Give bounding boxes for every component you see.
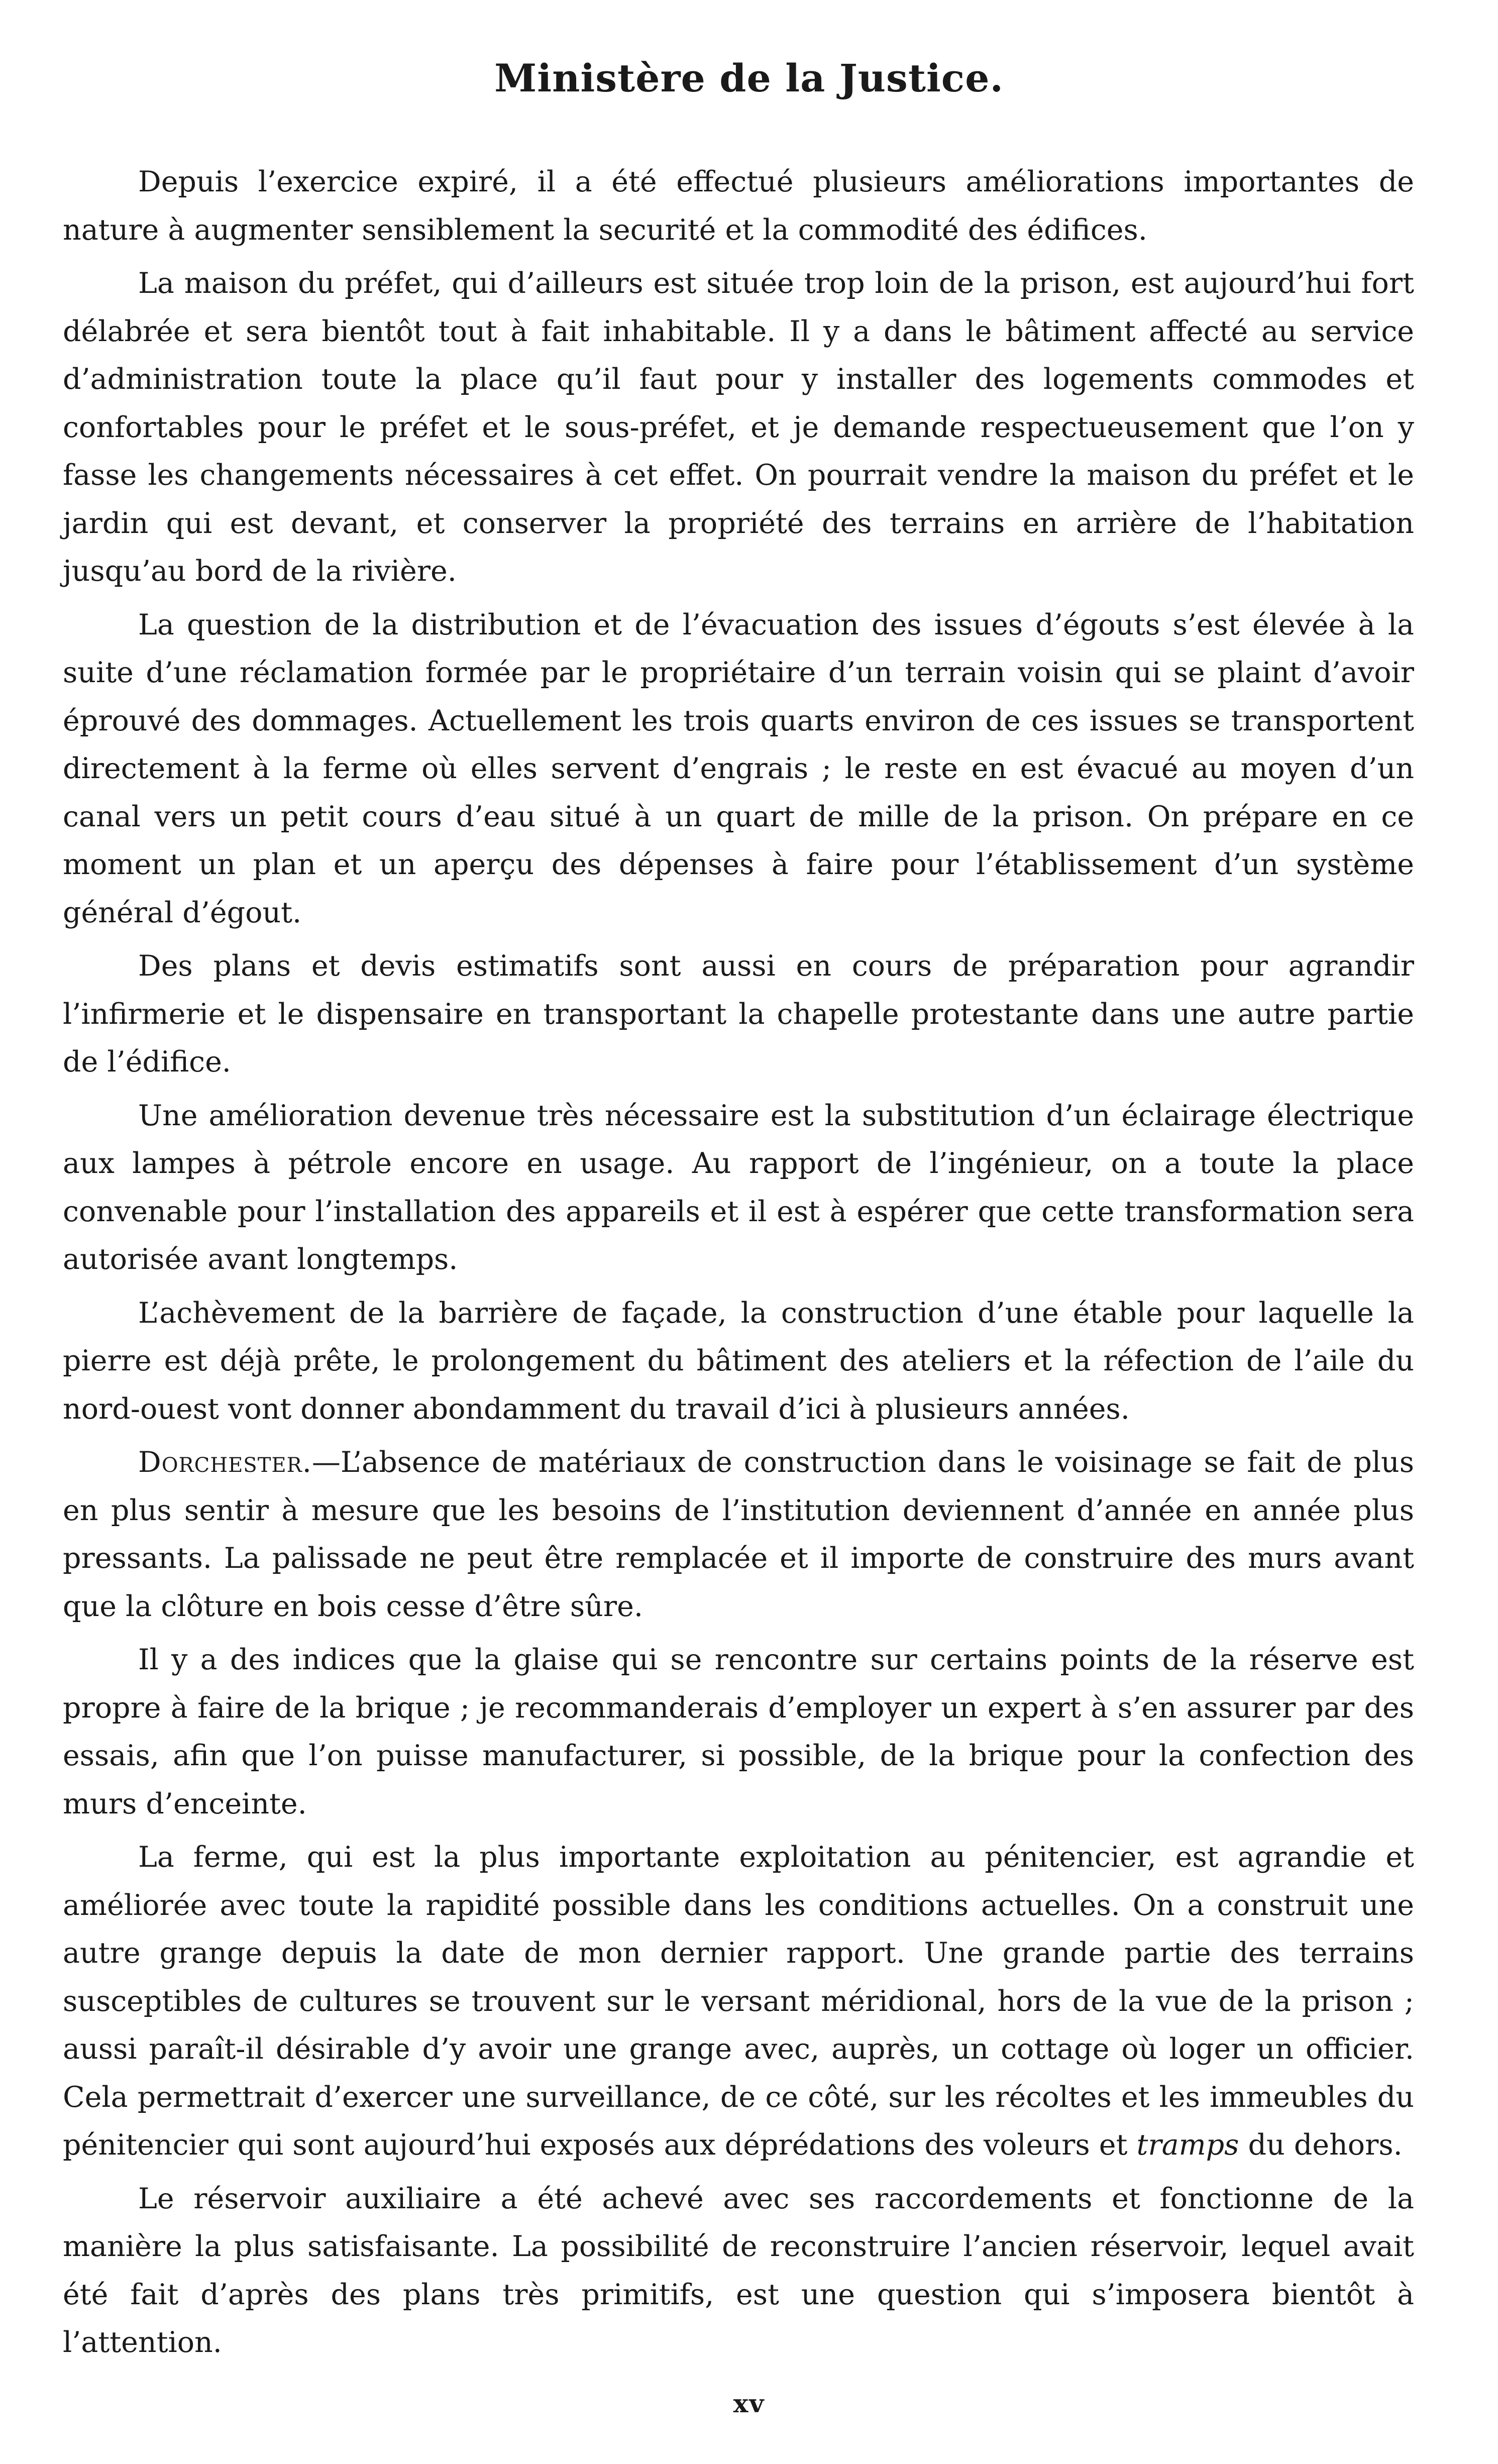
paragraph-6: L’achèvement de la barrière de façade, la construction d’une étable pour laquelle la pierre est déjà prête, le prolongement du bâtiment des ateliers et la réfection de l’aile du nord-ouest vont donner abondamment du travail d’ici à plusieurs années. bbox=[63, 1296, 1414, 1426]
paragraph-7-text: —L’absence de matériaux de construction dans le voisinage se fait de plus en plus sentir à mesure que les besoins de l’institution deviennent d’année en année plus pressants. La palissade ne peut être remplacée et il importe de construire des murs avant que la clôture en bois cesse d’être sûre. bbox=[63, 1446, 1414, 1623]
paragraph-9 bbox=[63, 1834, 1414, 2170]
paragraph-2: La maison du préfet, qui d’ailleurs est située trop loin de la prison, est aujourd’hui fort délabrée et sera bientôt tout à fait inhabitable. Il y a dans le bâtiment affecté au service d’administration toute la place qu’il faut pour y installer des logements commodes et confortables pour le préfet et le sous-préfet, et je demande respectueusement que l’on y fasse les changements nécessaires à cet effet. On pourrait vendre la maison du préfet et le jardin qui est devant, et conserver la propriété des terrains en arrière de l’habitation jusqu’au bord de la rivière. bbox=[63, 267, 1414, 588]
paragraph-1: Depuis l’exercice expiré, il a été effectué plusieurs améliorations importantes de nature à augmenter sensiblement la securité et la commodité des édifices. bbox=[63, 165, 1414, 247]
paragraph-9-text: La ferme, qui est la plus importante exploitation au pénitencier, est agrandie et améliorée avec toute la rapidité possible dans les conditions actuelles. On a construit une autre grange depuis la date de mon dernier rapport. Une grande partie des terrains susceptibles de cultures se trouvent sur le versant méridional, hors de la vue de la prison ; aussi paraît-il désirable d’y avoir une grange avec, auprès, un cottage où loger un officier. Cela permettrait d’exercer une surveillance, de ce côté, sur les récoltes et les immeubles du pénitencier qui sont aujourd’hui exposés aux déprédations des voleurs et bbox=[63, 1841, 1414, 2162]
section-lead-dorchester: Dorchester. bbox=[138, 1446, 312, 1479]
paragraph-8: Il y a des indices que la glaise qui se rencontre sur certains points de la réserve est propre à faire de la brique ; je recommanderais d’employer un expert à s’en assurer par des essais, afin que l’on puisse manufacturer, si possible, de la brique pour la confection des murs d’enceinte. bbox=[63, 1643, 1414, 1820]
paragraph-7-dorchester bbox=[63, 1439, 1414, 1631]
paragraph-4: Des plans et devis estimatifs sont aussi en cours de préparation pour agrandir l’infirmerie et le dispensaire en transportant la chapelle protestante dans une autre partie de l’édifice. bbox=[63, 949, 1414, 1079]
paragraph-10: Le réservoir auxiliaire a été achevé avec ses raccordements et fonctionne de la manière la plus satisfaisante. La possibilité de reconstruire l’ancien réservoir, lequel avait été fait d’après des plans très primitifs, est une question qui s’imposera bientôt à l’attention. bbox=[63, 2182, 1414, 2359]
paragraph-3: La question de la distribution et de l’évacuation des issues d’égouts s’est élevée à la suite d’une réclamation formée par le propriétaire d’un terrain voisin qui se plaint d’avoir éprouvé des dommages. Actuellement les trois quarts environ de ces issues se transportent directement à la ferme où elles servent d’engrais ; le reste en est évacué au moyen d’un canal vers un petit cours d’eau situé à un quart de mille de la prison. On prépare en ce moment un plan et un aperçu des dépenses à faire pour l’établissement d’un système général d’égout. bbox=[63, 608, 1414, 929]
page-number: xv bbox=[733, 2389, 765, 2418]
paragraph-9-tail: du dehors. bbox=[1239, 2128, 1403, 2162]
paragraph-5: Une amélioration devenue très nécessaire est la substitution d’un éclairage électrique aux lampes à pétrole encore en usage. Au rapport de l’ingénieur, on a toute la place convenable pour l’installation des appareils et il est à espérer que cette transformation sera autorisée avant longtemps. bbox=[63, 1099, 1414, 1276]
body-text bbox=[63, 158, 1414, 2373]
page-title: Ministère de la Justice. bbox=[494, 56, 1004, 100]
italic-word-tramps: tramps bbox=[1136, 2128, 1239, 2162]
